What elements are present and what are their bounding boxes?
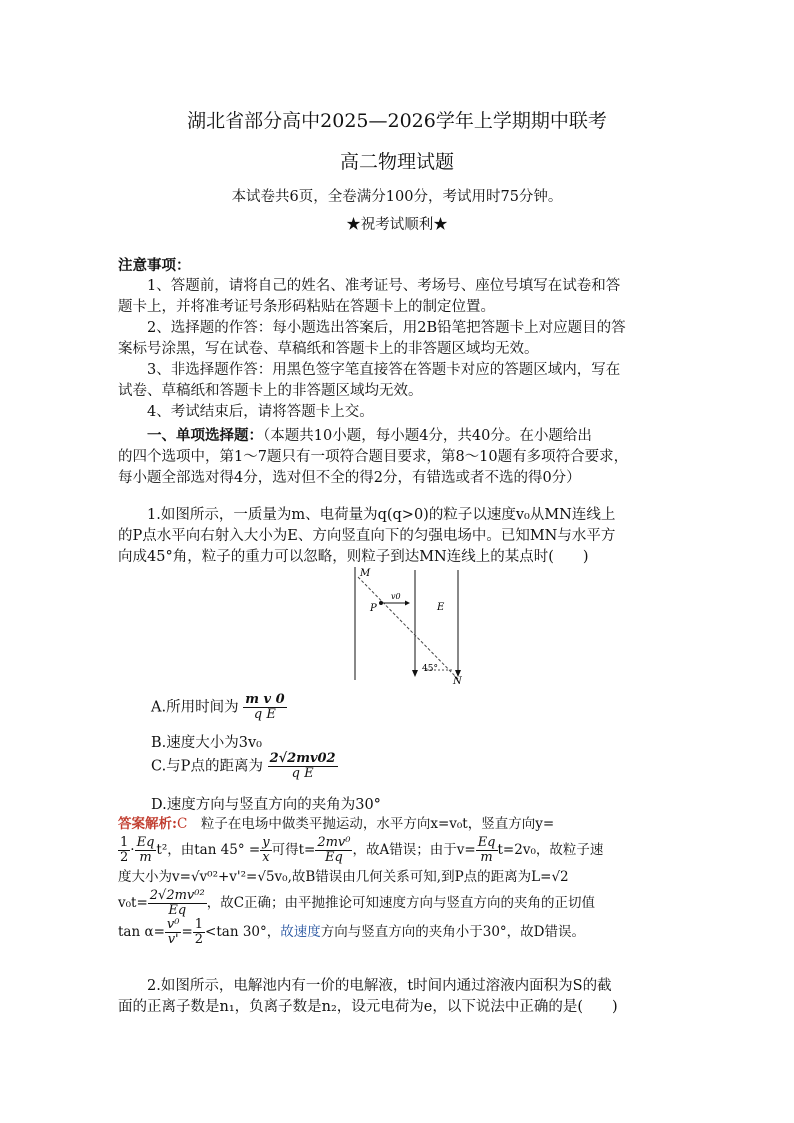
label-P: P	[370, 603, 377, 614]
exam-subtitle: 高二物理试题	[339, 151, 454, 173]
question-1	[118, 505, 678, 568]
exam-info: 本试卷共6页，全卷满分100分，考试用时75分钟。	[231, 189, 563, 205]
label-N: N	[453, 676, 462, 685]
q2-stem: 面的正离子数是n₁，负离子数是n₂，设元电荷为e，以下说法中正确的是( )	[118, 999, 618, 1015]
analysis-label: 答案解析:	[118, 816, 177, 832]
label-v0: v0	[391, 592, 401, 601]
section-line: 的四个选项中，第1～7题只有一项符合题目要求，第8～10题有多项符合要求，	[118, 449, 629, 465]
label-E: E	[437, 602, 445, 613]
q1-option-d: D.速度方向与竖直方向的夹角为30°	[151, 797, 381, 813]
section-line: 一、单项选择题：（本题共10小题，每小题4分，共40分。在小题给出	[147, 427, 592, 444]
section-heading: 一、单项选择题：	[147, 427, 263, 444]
analysis-answer: C	[176, 816, 188, 832]
exam-wish: ★祝考试顺利★	[346, 217, 448, 233]
notice-item: 2、选择题的作答：每小题选出答案后，用2B铅笔把答题卡上对应题目的答	[147, 320, 626, 336]
fraction: $\frac{\text{m v 0}}{\text{q E}}$	[245, 692, 285, 722]
q1-stem: 的P点水平向右射入大小为E、方向竖直向下的匀强电场中。已知MN与水平方	[118, 528, 616, 544]
fraction: $\frac{2√2mv02}{\text{q E}}$	[269, 751, 336, 781]
q1-stem: 1.如图所示，一质量为m、电荷量为q(q>0)的粒子以速度v₀从MN连线上	[147, 507, 616, 523]
notice-item: 试卷、草稿纸和答题卡上的非答题区域均无效。	[118, 383, 423, 399]
notice-item: 案标号涂黑，写在试卷、草稿纸和答题卡上的非答题区域均无效。	[118, 341, 539, 357]
notice-item: 4、考试结束后，请将答题卡上交。	[147, 404, 374, 420]
notice-item: 题卡上，并将准考证号条形码粘贴在答题卡上的制定位置。	[118, 299, 495, 315]
section-block	[118, 425, 678, 489]
label-angle: 45°	[422, 664, 438, 674]
q1-stem: 向成45°角，粒子的重力可以忽略，则粒子到达MN连线上的某点时( )	[118, 549, 589, 565]
label-M: M	[360, 568, 371, 579]
notice-item: 1、答题前，请将自己的姓名、准考证号、考场号、座位号填写在试卷和答	[147, 278, 621, 294]
q1-option-c: C.与P点的距离为 $\frac{2√2mv02}{\text{q E}}$	[151, 751, 336, 781]
q1-analysis: 答案解析:C 粒子在电场中做类平抛运动，水平方向x=v₀t，竖直方向y= $\frac{1}{2}$ · $\frac{Eq}{m}$ t²，由tan 45° = $\frac{y}{x}$ 可得t= $\frac{\text{2mv⁰}}{Eq}$ ，故A错误；由于v= $\frac{Eq}{m}$ t=2v₀，故粒子速 度大小为v=√v⁰²+v'²=√5v₀,故B错误由几何关系可知,到P点的距离为L=√2 v₀t= $\frac{\text{2√2mv⁰²}}{Eq}$ ，故C正确；由平抛推论可知速度方向与竖直方向的夹角的正切值 tan α= $\frac{\text{v⁰}}{v'}$ = $\frac{1}{2}$ <tan 30°，故速度方向与竖直方向的夹角小于30°，故D错误。	[118, 816, 604, 947]
question-2	[118, 976, 678, 1018]
notice-block	[118, 255, 678, 423]
notice-item: 3、非选择题作答：用黑色签字笔直接答在答题卡对应的答题区域内，写在	[147, 362, 621, 378]
section-line: 每小题全部选对得4分，选对但不全的得2分，有错选或者不选的得0分）	[118, 470, 581, 486]
q2-stem: 2.如图所示，电解池内有一价的电解液，t时间内通过溶液内面积为S的截	[147, 978, 612, 994]
q1-option-b: B.速度大小为3v₀	[151, 735, 262, 751]
q1-figure	[350, 565, 470, 685]
notice-heading: 注意事项：	[118, 257, 191, 274]
q1-option-a: A.所用时间为 $\frac{\text{m v 0}}{\text{q E}}$	[151, 692, 285, 722]
exam-title: 湖北省部分高中2025—2026学年上学期期中联考	[187, 110, 607, 132]
